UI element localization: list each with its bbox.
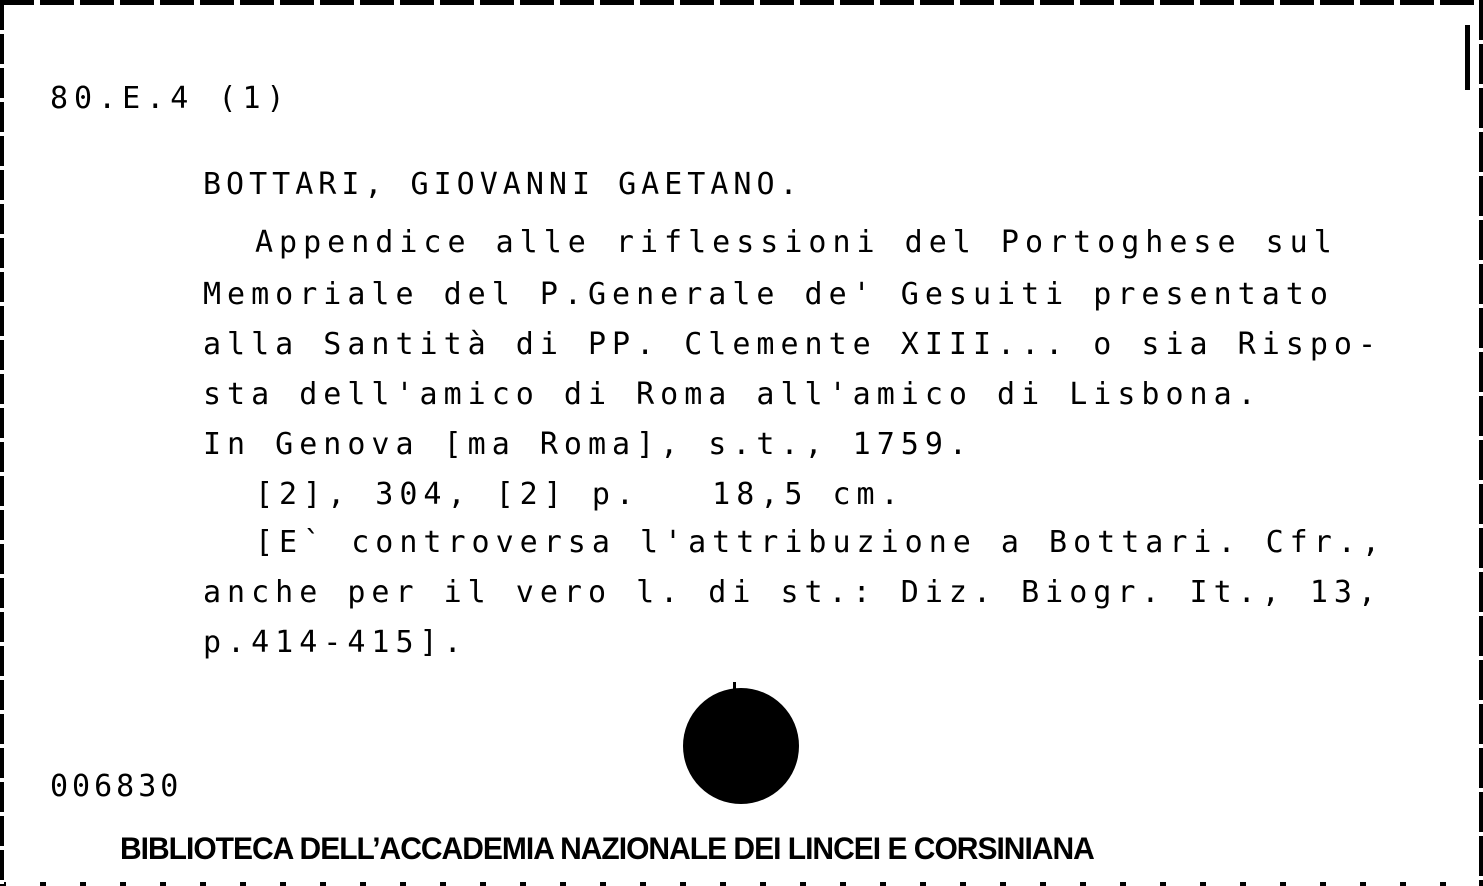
- note-line: p.414-415].: [203, 625, 468, 660]
- card-top-border: [0, 0, 1483, 5]
- record-number: 006830: [50, 769, 183, 804]
- card-right-border: [1479, 0, 1483, 886]
- card-left-border: [0, 0, 4, 886]
- title-line: alla Santità di PP. Clemente XIII... o sia Rispo-: [203, 327, 1383, 362]
- card-bottom-border: [0, 882, 1483, 886]
- title-line: Memoriale del P.Generale de' Gesuiti presentato: [203, 277, 1334, 312]
- card-right-edge-mark: [1465, 25, 1470, 90]
- note-line: [E` controversa l'attribuzione a Bottari. Cfr.,: [255, 525, 1386, 560]
- note-line: anche per il vero l. di st.: Diz. Biogr. It., 13,: [203, 575, 1383, 610]
- punch-hole: [683, 688, 799, 804]
- title-line: Appendice alle riflessioni del Portoghese sul: [255, 225, 1338, 260]
- imprint-line: In Genova [ma Roma], s.t., 1759.: [203, 427, 973, 462]
- title-line: sta dell'amico di Roma all'amico di Lisbona.: [203, 377, 1262, 412]
- library-name: BIBLIOTECA DELL’ACCADEMIA NAZIONALE DEI LINCEI E CORSINIANA: [120, 831, 1094, 867]
- author-heading: BOTTARI, GIOVANNI GAETANO.: [203, 167, 803, 202]
- shelfmark: 80.E.4 (1): [50, 81, 291, 116]
- collation-line: [2], 304, [2] p. 18,5 cm.: [255, 477, 905, 512]
